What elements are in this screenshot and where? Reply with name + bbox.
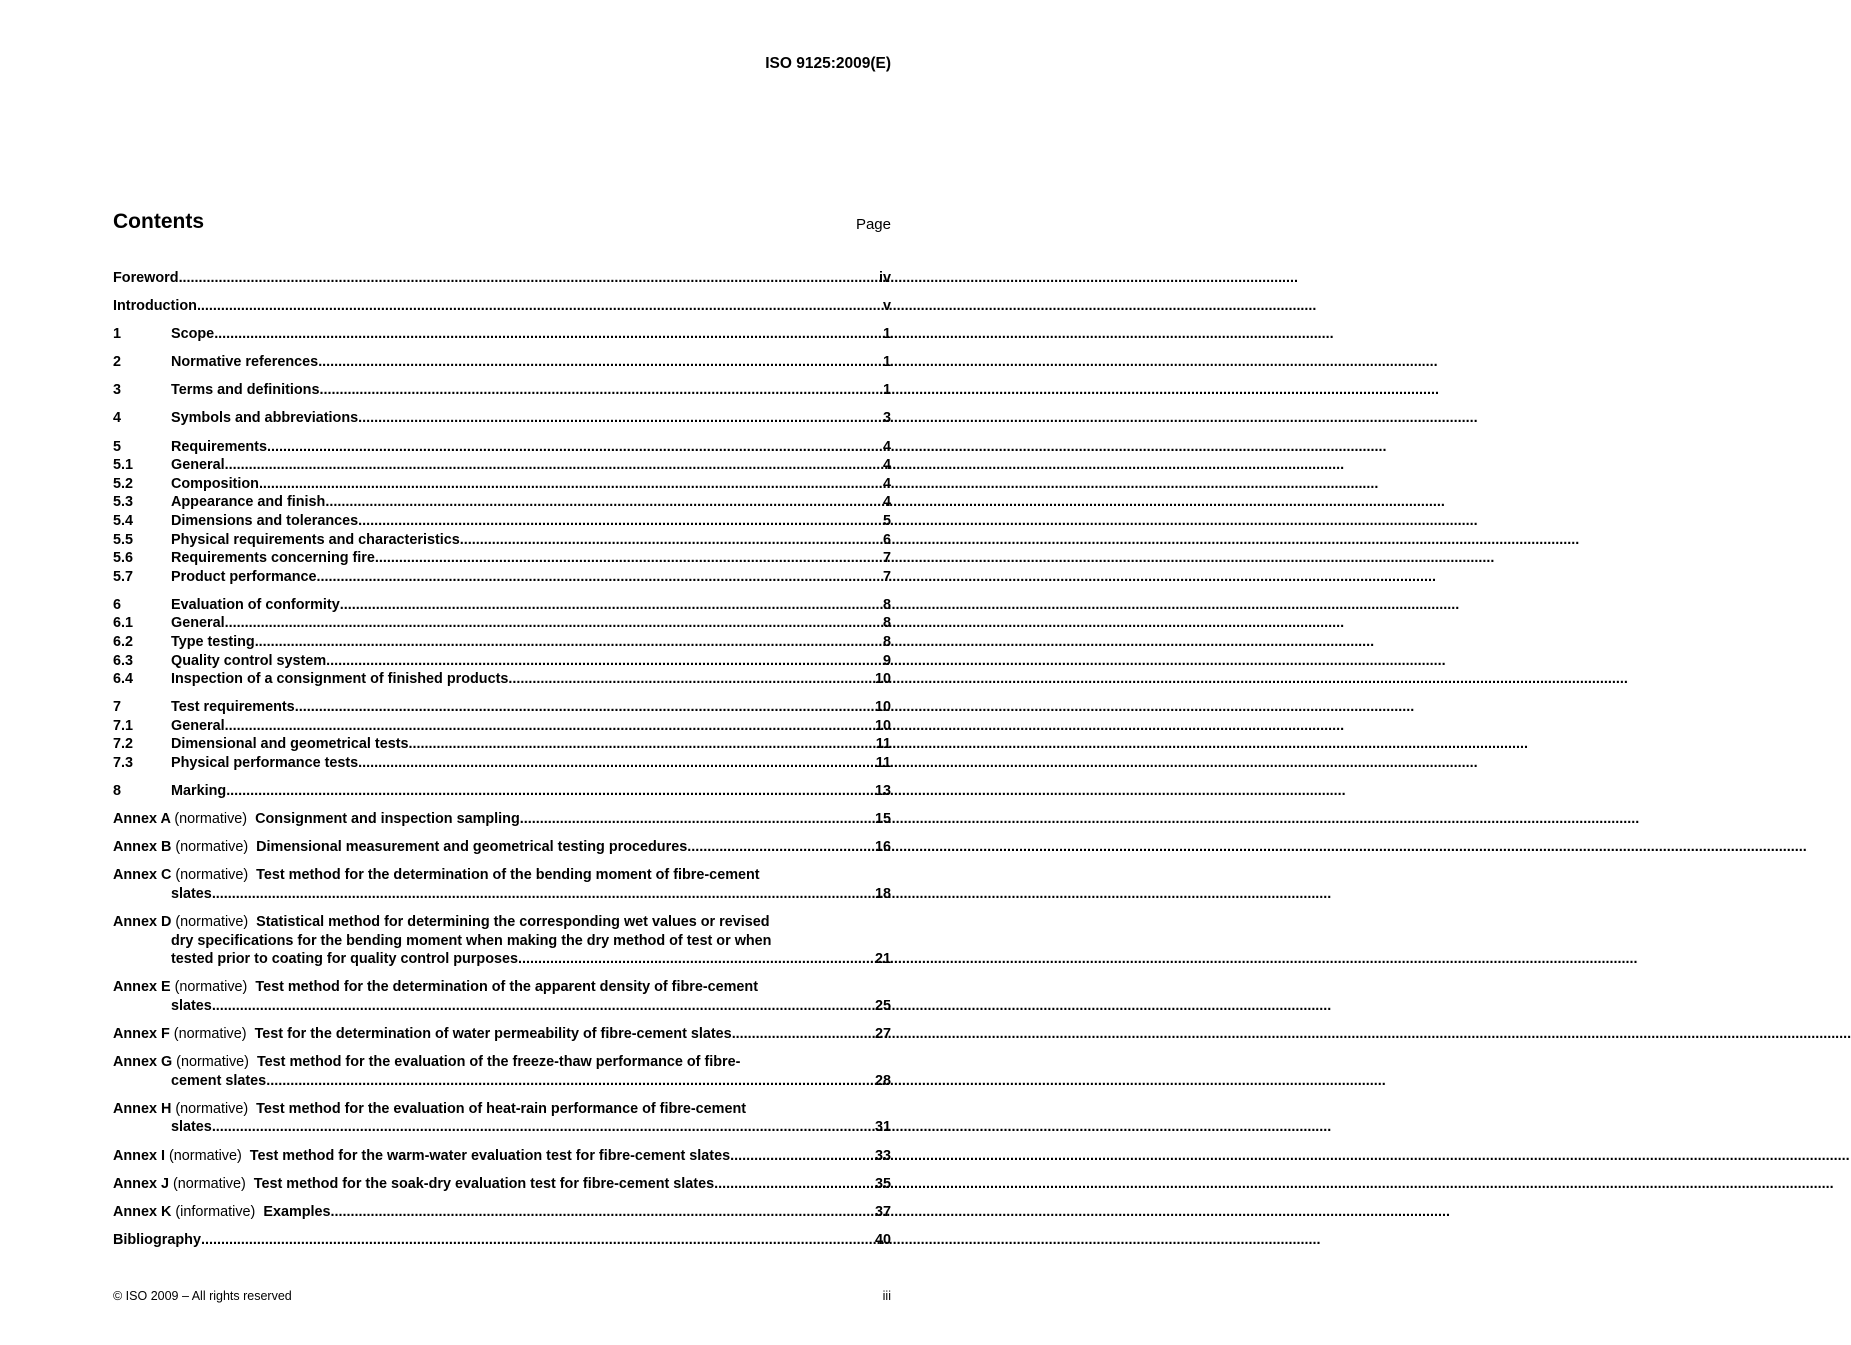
- toc-group: [113, 596, 891, 689]
- toc-entry-page: 13: [874, 783, 891, 800]
- toc-entry[interactable]: [113, 717, 891, 736]
- toc-entry[interactable]: [113, 456, 891, 475]
- annex-title-text: Test method for the determination of the apparent density of fibre-cement: [255, 979, 759, 996]
- annex-type: (normative): [175, 839, 249, 856]
- toc-entry[interactable]: [113, 633, 891, 652]
- toc-entry-title: Composition: [171, 475, 259, 492]
- dot-leader: [295, 698, 874, 717]
- toc-entry-number: 5.6: [113, 550, 134, 567]
- toc-group: [113, 698, 891, 772]
- toc-entry-page: 8: [882, 596, 891, 613]
- toc-entry-title: Introduction: [113, 298, 197, 315]
- toc-entry-number: 6.3: [113, 652, 134, 669]
- page-number: iii: [882, 1289, 891, 1303]
- annex-title-line: [113, 1100, 891, 1119]
- annex-label: Annex J: [113, 1175, 169, 1192]
- annex-type: (normative): [173, 1026, 247, 1043]
- toc-entry-page: 25: [874, 998, 891, 1014]
- dot-leader: [520, 810, 874, 829]
- annex-line: [113, 1175, 891, 1194]
- toc-entry-page: 40: [874, 1231, 891, 1248]
- toc-group: [113, 353, 891, 372]
- toc-group: [113, 297, 891, 316]
- toc-entry-title: Terms and definitions: [171, 382, 320, 399]
- annex-title-text: tested prior to coating for quality control purposes: [171, 951, 518, 968]
- toc-entry-number: 5.2: [113, 475, 134, 492]
- toc-entry-title: Requirements: [171, 438, 267, 455]
- toc-entry-page: 7: [882, 550, 891, 567]
- toc-group: [113, 269, 891, 288]
- toc-entry-title: Requirements concerning fire: [171, 550, 375, 567]
- toc-entry-title: Test requirements: [171, 699, 295, 716]
- dot-leader: [266, 1072, 874, 1091]
- annex-label: Annex E: [113, 979, 171, 996]
- dot-leader: [318, 353, 882, 372]
- toc-entry[interactable]: [113, 549, 891, 568]
- toc-entry-page: 1: [882, 354, 891, 371]
- toc-entry-title: Dimensions and tolerances: [171, 512, 359, 529]
- toc-entry-page: 37: [874, 1203, 891, 1220]
- annex-title-line: [113, 1053, 891, 1072]
- dot-leader: [225, 614, 882, 633]
- toc-entry-page: 1: [882, 326, 891, 343]
- annex-label: Annex K: [113, 1203, 172, 1220]
- dot-leader: [214, 325, 882, 344]
- toc-entry[interactable]: [113, 670, 891, 689]
- annex-title-text: cement slates: [171, 1072, 267, 1089]
- annex-type: (normative): [175, 867, 249, 884]
- dot-leader: [326, 652, 882, 671]
- dot-leader: [714, 1175, 874, 1194]
- dot-leader: [225, 456, 882, 475]
- dot-leader: [732, 1025, 874, 1044]
- annex-line: [113, 838, 891, 857]
- toc-entry-page: 18: [874, 886, 891, 903]
- toc-entry-page: 11: [875, 755, 891, 772]
- dot-leader: [226, 782, 874, 801]
- toc-entry[interactable]: [113, 297, 891, 316]
- toc-entry-number: 5: [113, 438, 122, 455]
- toc-entry-page: 16: [874, 839, 891, 856]
- toc-entry-number: 5.1: [113, 457, 134, 474]
- toc-entry[interactable]: [113, 782, 891, 801]
- annex-last-line: [113, 1118, 891, 1137]
- copyright-notice: © ISO 2009 – All rights reserved: [113, 1289, 292, 1303]
- toc-group: [113, 438, 891, 587]
- toc-entry-number: 5.4: [113, 512, 134, 529]
- toc-entry-page: v: [882, 298, 891, 315]
- toc-annex-entry[interactable]: [113, 810, 891, 829]
- annex-title-wrap: [113, 1025, 732, 1044]
- dot-leader: [267, 438, 882, 457]
- toc-annex-entry[interactable]: [113, 978, 891, 1015]
- toc-entry-page: 7: [882, 568, 891, 585]
- annex-title: Test method for the warm-water evaluation test for fibre-cement slates: [249, 1147, 731, 1164]
- annex-last-line: [113, 997, 891, 1016]
- annex-line: [113, 1025, 891, 1044]
- toc-entry-page: 35: [874, 1175, 891, 1192]
- toc-entry[interactable]: [113, 381, 891, 400]
- dot-leader: [358, 409, 882, 428]
- toc-entry-title: Inspection of a consignment of finished products: [171, 671, 509, 688]
- toc-entry-page: 31: [874, 1119, 891, 1136]
- dot-leader: [460, 531, 882, 550]
- toc-entry-number: 6.1: [113, 615, 134, 632]
- annex-title-text: dry specifications for the bending moment when making the dry method of test or when: [171, 932, 772, 949]
- toc-entry-number: 5.3: [113, 494, 134, 511]
- dot-leader: [212, 1118, 874, 1137]
- toc-entry-title: Marking: [171, 783, 227, 800]
- annex-label: Annex C: [113, 867, 172, 884]
- dot-leader: [197, 297, 882, 316]
- toc-entry-title: Type testing: [171, 634, 255, 650]
- annex-last-line: [113, 885, 891, 904]
- annex-last-line: [113, 950, 891, 969]
- annex-title-line: [113, 932, 891, 951]
- annex-label: Annex D: [113, 914, 172, 931]
- annex-type: (normative): [172, 1175, 246, 1192]
- toc-entry-title: Product performance: [171, 568, 317, 585]
- annex-label: Annex I: [113, 1147, 165, 1164]
- toc-entry[interactable]: [113, 568, 891, 587]
- toc-entry[interactable]: [113, 353, 891, 372]
- toc-entry[interactable]: [113, 325, 891, 344]
- dot-leader: [259, 475, 882, 494]
- toc-bibliography-entry[interactable]: [113, 1231, 891, 1250]
- toc-entry-page: 27: [874, 1026, 891, 1043]
- annex-title: Consignment and inspection sampling: [255, 811, 520, 828]
- toc-entry[interactable]: [113, 735, 891, 754]
- toc-entry[interactable]: [113, 438, 891, 457]
- dot-leader: [375, 549, 882, 568]
- annex-title-wrap: [113, 810, 520, 829]
- toc-group: [113, 409, 891, 428]
- toc-annex-entry[interactable]: [113, 838, 891, 857]
- dot-leader: [255, 633, 882, 652]
- toc-entry-title: Scope: [171, 326, 215, 343]
- toc-entry-page: 15: [874, 811, 891, 828]
- toc-entry-title: Normative references: [171, 354, 319, 371]
- dot-leader: [201, 1231, 874, 1250]
- toc-group: [113, 782, 891, 801]
- annex-label: Annex F: [113, 1026, 170, 1043]
- toc-entry[interactable]: [113, 531, 891, 550]
- annex-label: Annex B: [113, 839, 172, 856]
- document-id: ISO 9125:2009(E): [765, 55, 891, 72]
- annex-title-text: Test method for the evaluation of the freeze-thaw performance of fibre-: [256, 1054, 741, 1071]
- annex-title-wrap: [113, 1147, 730, 1166]
- dot-leader: [179, 269, 878, 288]
- toc-annex-entry[interactable]: [113, 1203, 891, 1222]
- page-column-label: Page: [855, 216, 891, 233]
- toc-group: [113, 381, 891, 400]
- dot-leader: [687, 838, 874, 857]
- annex-type: (informative): [175, 1203, 256, 1220]
- toc-annex-entry[interactable]: [113, 1147, 891, 1166]
- contents-heading: Contents: [113, 210, 204, 233]
- annex-last-line: [113, 1072, 891, 1091]
- dot-leader: [325, 493, 882, 512]
- toc-annex-entry[interactable]: [113, 913, 891, 969]
- toc-entry-title: Physical performance tests: [171, 755, 359, 772]
- annex-title-text: slates: [171, 1119, 212, 1136]
- annex-title-text: Statistical method for determining the corresponding wet values or revised: [256, 914, 770, 931]
- toc-annex-entry[interactable]: [113, 866, 891, 903]
- toc-entry-title: Foreword: [113, 270, 179, 286]
- toc-entry-page: 1: [882, 382, 891, 399]
- toc-entry-page: 10: [874, 717, 891, 734]
- dot-leader: [212, 885, 874, 904]
- toc-annex-entry[interactable]: [113, 1053, 891, 1090]
- toc-entry-page: 4: [882, 475, 891, 492]
- toc-entry[interactable]: [113, 269, 891, 288]
- annex-title-text: Test method for the evaluation of heat-rain performance of fibre-cement: [256, 1100, 747, 1117]
- annex-title-line: [113, 866, 891, 885]
- toc-entry[interactable]: [113, 475, 891, 494]
- toc-annex-entry[interactable]: [113, 1175, 891, 1194]
- toc-entry-page: 10: [874, 671, 891, 688]
- toc-entry-page: 4: [882, 494, 891, 511]
- toc-entry[interactable]: [113, 596, 891, 615]
- toc-entry-page: 11: [875, 736, 891, 753]
- annex-title-line: [113, 978, 891, 997]
- annex-type: (normative): [176, 1054, 249, 1071]
- annex-type: (normative): [168, 1147, 242, 1164]
- toc-entry-page: 8: [882, 615, 891, 632]
- dot-leader: [331, 1203, 874, 1222]
- table-of-contents: [113, 269, 891, 1259]
- annex-label: Annex G: [113, 1054, 173, 1071]
- toc-entry-number: 8: [113, 783, 122, 800]
- toc-entry-page: 6: [882, 531, 891, 548]
- toc-entry-title: Quality control system: [171, 652, 327, 669]
- toc-entry[interactable]: [113, 512, 891, 531]
- toc-entry-title: Bibliography: [113, 1231, 201, 1248]
- toc-entry-title: General: [171, 717, 225, 734]
- toc-entry-title: Symbols and abbreviations: [171, 410, 359, 427]
- toc-entry-number: 7.3: [113, 755, 134, 772]
- annex-title-wrap: [113, 838, 687, 857]
- toc-entry-page: iv: [878, 270, 891, 286]
- toc-entry-title: Physical requirements and characteristics: [171, 531, 460, 548]
- annex-line: [113, 1147, 891, 1166]
- toc-entry-title: Dimensional and geometrical tests: [171, 736, 409, 753]
- toc-entry-page: 10: [874, 699, 891, 716]
- annex-title: Examples: [263, 1203, 331, 1220]
- dot-leader: [358, 512, 882, 531]
- toc-entry-page: 3: [882, 410, 891, 427]
- toc-annex-entry[interactable]: [113, 1025, 891, 1044]
- annex-line: [113, 1203, 891, 1222]
- annex-line: [113, 810, 891, 829]
- toc-group: [113, 1231, 891, 1250]
- toc-entry-page: 4: [882, 438, 891, 455]
- annex-title-text: Test method for the determination of the bending moment of fibre-cement: [256, 867, 760, 884]
- toc-entry-number: 6.2: [113, 634, 134, 650]
- annex-type: (normative): [175, 1100, 249, 1117]
- toc-entry-page: 8: [882, 634, 891, 650]
- toc-entry[interactable]: [113, 698, 891, 717]
- toc-entry-number: 5.7: [113, 568, 134, 585]
- dot-leader: [212, 997, 874, 1016]
- toc-entry[interactable]: [113, 409, 891, 428]
- annex-title: Dimensional measurement and geometrical testing procedures: [256, 839, 688, 856]
- toc-entry-title: Appearance and finish: [171, 494, 326, 511]
- toc-entry-number: 6.4: [113, 671, 134, 688]
- annex-title-line: [113, 913, 891, 932]
- dot-leader: [518, 950, 874, 969]
- annex-title-wrap: [113, 1203, 331, 1222]
- toc-entry-number: 6: [113, 596, 122, 613]
- dot-leader: [319, 381, 882, 400]
- annex-type: (normative): [174, 979, 248, 996]
- toc-entry-title: General: [171, 457, 225, 474]
- toc-entry-number: 7: [113, 699, 122, 716]
- toc-entry-number: 1: [113, 326, 122, 343]
- toc-entry-page: 4: [882, 457, 891, 474]
- toc-entry-page: 28: [874, 1072, 891, 1089]
- toc-annex-entry[interactable]: [113, 1100, 891, 1137]
- annex-title-text: slates: [171, 886, 212, 903]
- toc-entry-number: 2: [113, 354, 122, 371]
- annex-title: Test method for the soak-dry evaluation test for fibre-cement slates: [253, 1175, 715, 1192]
- dot-leader: [358, 754, 875, 773]
- toc-entry[interactable]: [113, 652, 891, 671]
- annex-type: (normative): [174, 811, 248, 828]
- annex-title-wrap: [113, 1175, 714, 1194]
- annex-label: Annex H: [113, 1100, 172, 1117]
- toc-entry-page: 5: [882, 512, 891, 529]
- toc-entry[interactable]: [113, 754, 891, 773]
- annex-type: (normative): [175, 914, 249, 931]
- dot-leader: [225, 717, 874, 736]
- annex-title-text: slates: [171, 998, 212, 1014]
- toc-entry-number: 4: [113, 410, 122, 427]
- toc-entry-number: 3: [113, 382, 122, 399]
- toc-entry-title: Evaluation of conformity: [171, 596, 340, 613]
- dot-leader: [317, 568, 882, 587]
- annex-title: Test for the determination of water permeability of fibre-cement slates: [254, 1026, 732, 1043]
- toc-entry-number: 7.1: [113, 717, 134, 734]
- dot-leader: [730, 1147, 874, 1166]
- dot-leader: [508, 670, 874, 689]
- toc-entry-number: 5.5: [113, 531, 134, 548]
- toc-entry-page: 33: [874, 1147, 891, 1164]
- toc-entry[interactable]: [113, 614, 891, 633]
- toc-entry-number: 7.2: [113, 736, 134, 753]
- toc-entry-page: 21: [874, 951, 891, 968]
- toc-group: [113, 325, 891, 344]
- toc-entry[interactable]: [113, 493, 891, 512]
- dot-leader: [340, 596, 882, 615]
- annex-label: Annex A: [113, 811, 171, 828]
- dot-leader: [409, 735, 875, 754]
- toc-entry-page: 9: [882, 652, 891, 669]
- toc-entry-title: General: [171, 615, 225, 632]
